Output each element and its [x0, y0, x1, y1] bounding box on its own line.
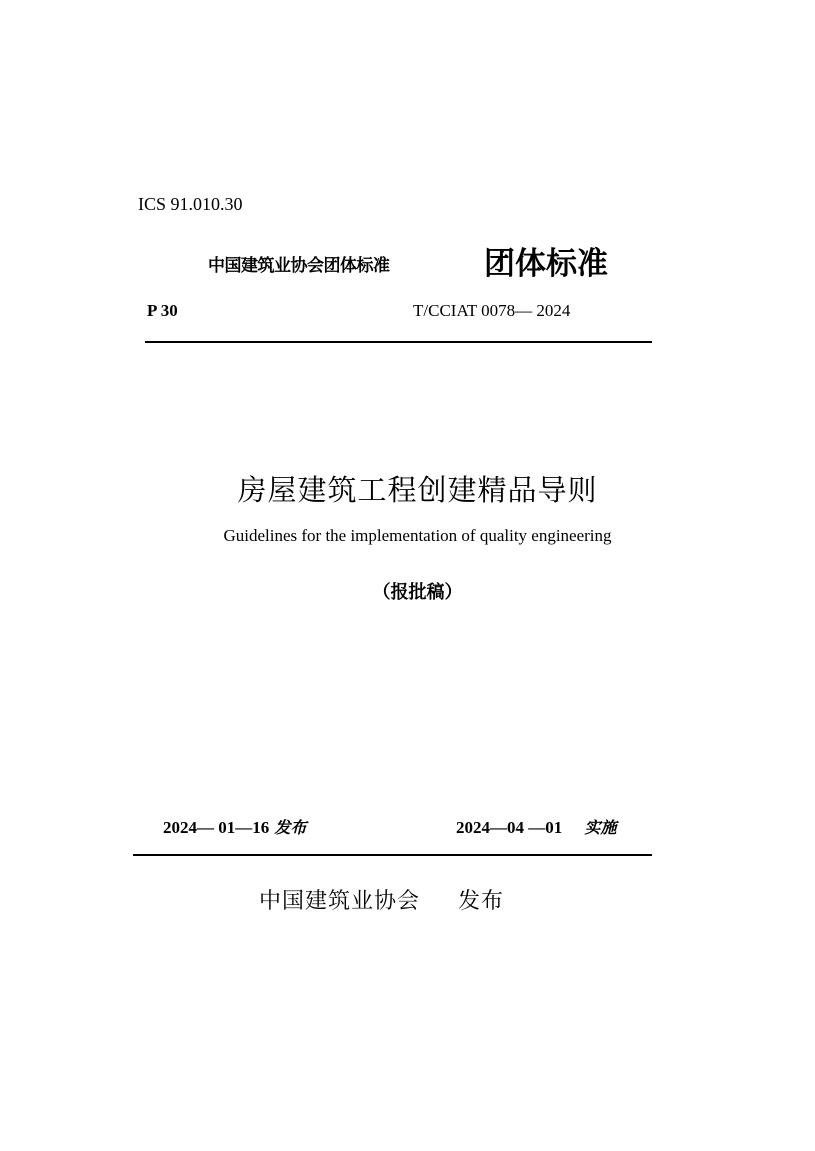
- standard-number: T/CCIAT 0078— 2024: [413, 301, 571, 320]
- document-title-chinese: 房屋建筑工程创建精品导则: [237, 473, 598, 507]
- implement-date: 2024—04 —01: [456, 818, 563, 837]
- footer-divider: [133, 854, 652, 856]
- publisher-name: 中国建筑业协会: [259, 889, 421, 914]
- implement-date-line: [456, 815, 616, 838]
- header-divider: [145, 341, 652, 343]
- publisher-action: 发布: [458, 889, 505, 914]
- document-title-english: Guidelines for the implementation of quality engineering: [223, 526, 612, 545]
- standard-type: 团体标准: [484, 246, 608, 282]
- implement-label: 实施: [584, 818, 617, 837]
- publisher-line: [259, 884, 504, 915]
- ics-code: ICS 91.010.30: [138, 194, 243, 214]
- organization-label: 中国建筑业协会团体标准: [208, 256, 390, 276]
- publish-label: 发布: [274, 818, 307, 837]
- draft-status: （报批稿）: [372, 582, 463, 603]
- publish-date: 2024— 01—16: [163, 818, 270, 837]
- publish-date-line: [163, 815, 306, 838]
- classification-code: P 30: [147, 301, 178, 320]
